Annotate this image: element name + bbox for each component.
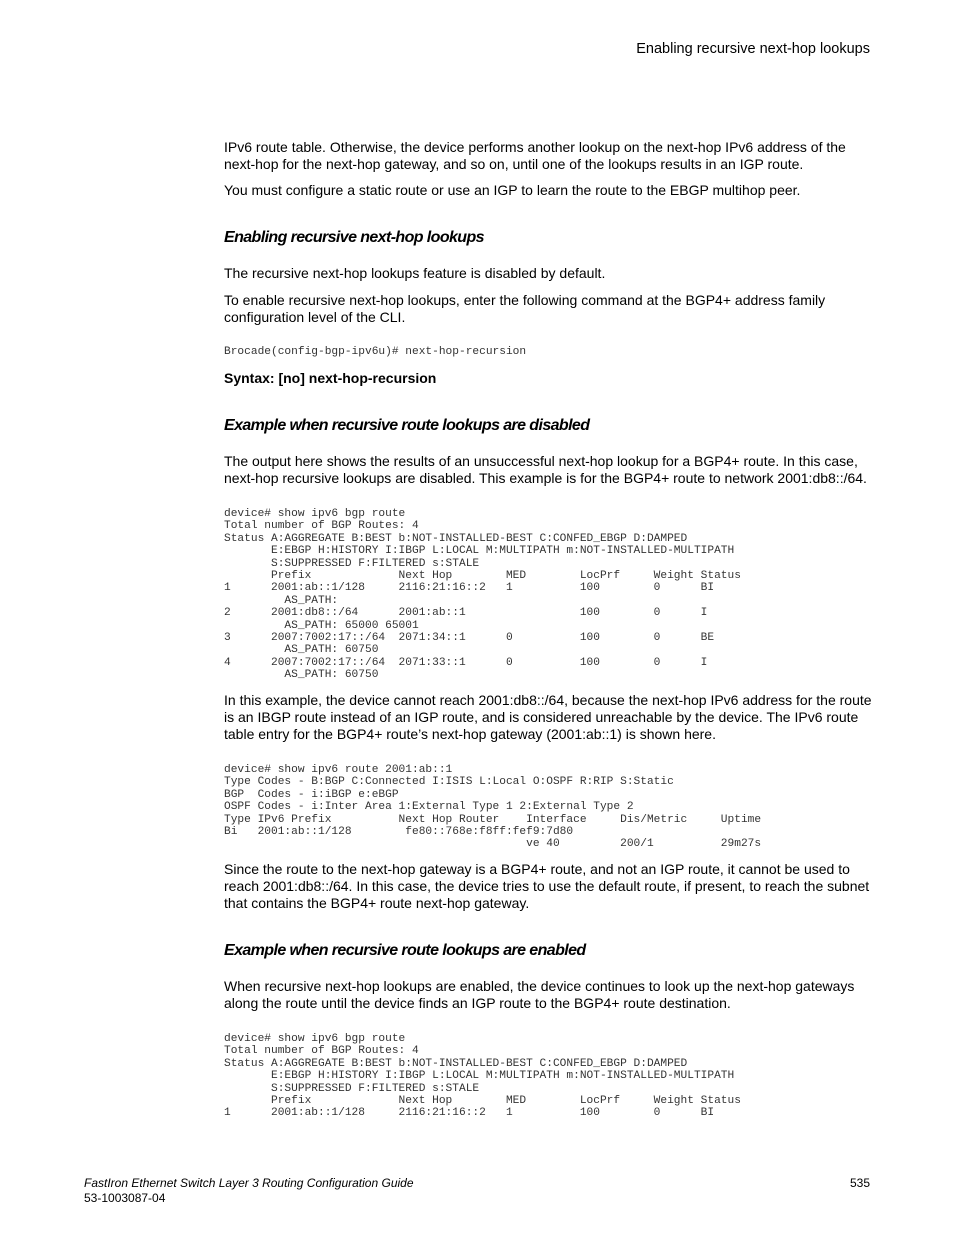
code-bgp-route-part1: device# show ipv6 bgp route Total number of BGP Routes: 4 Status A:AGGREGATE B:BEST b:NOT-INSTALLED-BEST C:CONFED_EBGP D:DAMPED E:EBGP H:HISTORY I:IBGP L:LOCAL M:MULTIPATH m:NOT-INSTALLED-MULTIPATH S:SUPPRESSED F:FILTERED s:STALE Prefix Next Hop MED LocPrf Weight Status 1 2001:ab::1/128 2116:21:16::2 1 100 0 BI AS_PATH: (224, 508, 741, 607)
intro-text-2: You must configure a static route or use an IGP to learn the route to the EBGP multihop peer. (224, 182, 801, 198)
section-heading-enabling (224, 229, 874, 247)
section2-text-1: The output here shows the results of an unsuccessful next-hop lookup for a BGP4+ route. In this case, next-hop recursive lookups are disabled. This example is for the BGP4+ route to network 2001:db8::/64. (224, 453, 867, 486)
section2-paragraph-2 (224, 692, 874, 743)
cli-command: Brocade(config-bgp-ipv6u)# next-hop-recursion (224, 346, 527, 358)
section-heading-disabled (224, 417, 874, 435)
section1-text-1: The recursive next-hop lookups feature is disabled by default. (224, 265, 606, 281)
section2-paragraph-1 (224, 453, 874, 487)
footer-left (84, 1176, 414, 1206)
code-block-ipv6-route (224, 764, 874, 851)
code-bgp-route-enabled: device# show ipv6 bgp route Total number of BGP Routes: 4 Status A:AGGREGATE B:BEST b:NOT-INSTALLED-BEST C:CONFED_EBGP D:DAMPED E:EBGP H:HISTORY I:IBGP L:LOCAL M:MULTIPATH m:NOT-INSTALLED-MULTIPATH S:SUPPRESSED F:FILTERED s:STALE Prefix Next Hop MED LocPrf Weight Status 1 2001:ab::1/128 2116:21:16::2 1 100 0 BI (224, 1033, 741, 1120)
section1-paragraph-1 (224, 265, 874, 282)
section2-text-3: Since the route to the next-hop gateway is a BGP4+ route, and not an IGP route, it cannot be used to reach 2001:db8::/64. In this case, the device tries to use the default route, if present, to reach the subnet that contains the BGP4+ route next-hop gateway. (224, 861, 870, 911)
section3-paragraph-1 (224, 978, 874, 1012)
section2-text-2: In this example, the device cannot reach 2001:db8::/64, because the next-hop IPv6 address for the route is an IBGP route instead of an IGP route, and is considered unreachable by the device. The IPv6 route table entry for the BGP4+ route’s next-hop gateway (2001:ab::1) is shown here. (224, 692, 872, 742)
heading-example-enabled: Example when recursive route lookups are enabled (224, 942, 586, 959)
intro-paragraph-2 (224, 182, 874, 199)
section3-text-1: When recursive next-hop lookups are enabled, the device continues to look up the next-hop gateways along the route until the device finds an IGP route to the BGP4+ route destination. (224, 978, 855, 1011)
heading-enabling-recursive: Enabling recursive next-hop lookups (224, 229, 484, 246)
code-ipv6-route: device# show ipv6 route 2001:ab::1 Type Codes - B:BGP C:Connected I:ISIS L:Local O:OSPF R:RIP S:Static BGP Codes - i:iBGP e:eBGP OSPF Codes - i:Inter Area 1:External Type 1 2:External Type 2 Type IPv6 Prefix Next Hop Router Interface Dis/Metric Uptime Bi 2001:ab::1/128 fe80::768e:f8ff:fef9:7d80 ve 40 200/1 29m27s (224, 764, 762, 851)
section1-text-2: To enable recursive next-hop lookups, enter the following command at the BGP4+ address family configuration level of the CLI. (224, 292, 826, 325)
code-block-bgp-route-disabled (224, 508, 874, 682)
intro-text-1: IPv6 route table. Otherwise, the device performs another lookup on the next-hop IPv6 address of the next-hop for the next-hop gateway, and so on, until one of the lookups results in an IGP route. (224, 139, 846, 172)
section1-paragraph-2 (224, 292, 874, 326)
command-example (224, 346, 874, 358)
section-heading-enabled (224, 942, 874, 960)
syntax-text: Syntax: [no] next-hop-recursion (224, 370, 437, 386)
intro-paragraph-1 (224, 139, 874, 173)
syntax-line (224, 370, 874, 387)
code-block-bgp-route-enabled (224, 1033, 874, 1120)
code-bgp-route-part2: AS_PATH: 65000 65001 3 2007:7002:17::/64 2071:34::1 0 100 0 BE AS_PATH: 60750 4 2007:7002:17::/64 2071:33::1 0 100 0 I AS_PATH: 60750 (224, 619, 715, 682)
footer-doc-number: 53-1003087-04 (84, 1191, 166, 1205)
footer-guide-title: FastIron Ethernet Switch Layer 3 Routing Configuration Guide (84, 1176, 414, 1190)
code-bgp-route-bold-row: 2 2001:db8::/64 2001:ab::1 100 0 I (224, 607, 708, 620)
heading-example-disabled: Example when recursive route lookups are disabled (224, 417, 590, 434)
page-number: 535 (849, 1176, 870, 1190)
section2-paragraph-3 (224, 861, 874, 912)
running-header: Enabling recursive next-hop lookups (636, 41, 870, 57)
